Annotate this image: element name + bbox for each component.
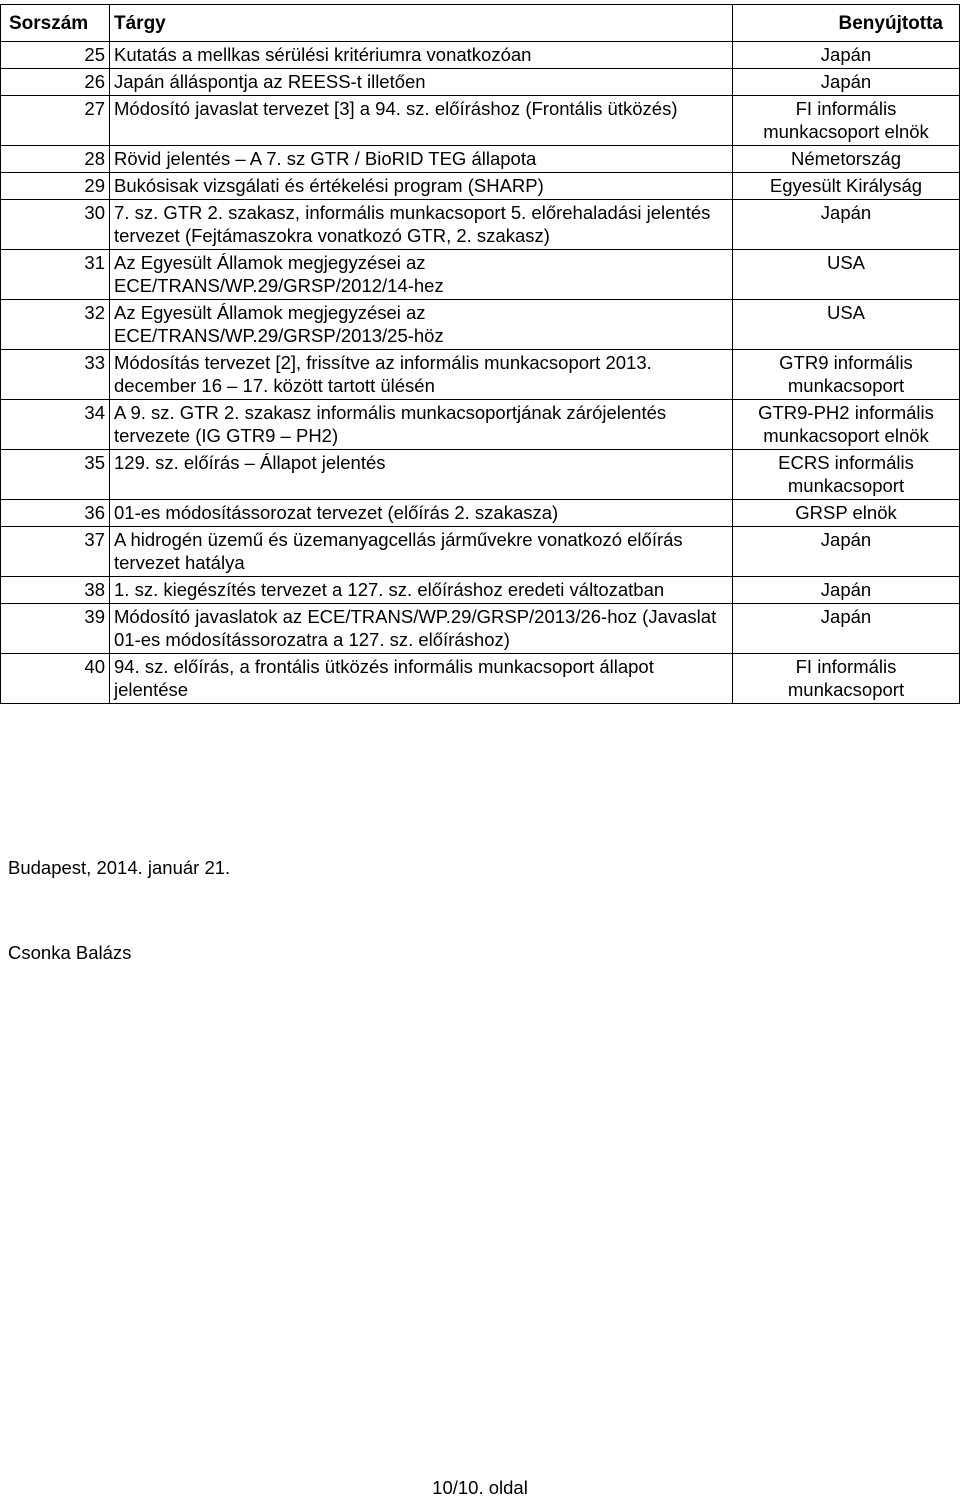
- row-number: 35: [1, 450, 110, 500]
- row-number: 28: [1, 146, 110, 173]
- table-row: [1, 300, 960, 350]
- row-submitted-by: FI informális munkacsoport elnök: [733, 96, 960, 146]
- row-subject: Módosító javaslat tervezet [3] a 94. sz. előíráshoz (Frontális ütközés): [110, 96, 733, 146]
- row-subject: Módosítás tervezet [2], frissítve az informális munkacsoport 2013. december 16 – 17. között tartott ülésén: [110, 350, 733, 400]
- row-subject: 01-es módosítássorozat tervezet (előírás 2. szakasza): [110, 500, 733, 527]
- table-row: [1, 654, 960, 704]
- row-number: 33: [1, 350, 110, 400]
- table-row: [1, 577, 960, 604]
- row-submitted-by: Egyesült Királyság: [733, 173, 960, 200]
- row-number: 30: [1, 200, 110, 250]
- table-row: [1, 604, 960, 654]
- row-subject: A 9. sz. GTR 2. szakasz informális munkacsoportjának zárójelentés tervezete (IG GTR9 – PH2): [110, 400, 733, 450]
- table-row: [1, 146, 960, 173]
- row-subject: 94. sz. előírás, a frontális ütközés informális munkacsoport állapot jelentése: [110, 654, 733, 704]
- row-submitted-by: FI informális munkacsoport: [733, 654, 960, 704]
- row-submitted-by: GRSP elnök: [733, 500, 960, 527]
- header-number: Sorszám: [1, 5, 110, 42]
- row-submitted-by: Németország: [733, 146, 960, 173]
- row-submitted-by: Japán: [733, 69, 960, 96]
- table-row: [1, 250, 960, 300]
- table-row: [1, 69, 960, 96]
- row-submitted-by: GTR9 informális munkacsoport: [733, 350, 960, 400]
- row-number: 31: [1, 250, 110, 300]
- row-subject: Módosító javaslatok az ECE/TRANS/WP.29/GRSP/2013/26-hoz (Javaslat 01-es módosítássorozatra a 127. sz. előíráshoz): [110, 604, 733, 654]
- table-row: [1, 173, 960, 200]
- row-number: 37: [1, 527, 110, 577]
- header-submitted-by: Benyújtotta: [733, 5, 960, 42]
- row-submitted-by: Japán: [733, 604, 960, 654]
- table-row: [1, 42, 960, 69]
- row-number: 25: [1, 42, 110, 69]
- place-date: Budapest, 2014. január 21.: [8, 857, 231, 878]
- table-row: [1, 527, 960, 577]
- row-number: 38: [1, 577, 110, 604]
- page-number: 10/10. oldal: [432, 1477, 528, 1498]
- table-row: [1, 400, 960, 450]
- row-submitted-by: Japán: [733, 200, 960, 250]
- submissions-table: [0, 4, 960, 704]
- row-number: 39: [1, 604, 110, 654]
- row-submitted-by: Japán: [733, 527, 960, 577]
- row-subject: Az Egyesült Államok megjegyzései az ECE/TRANS/WP.29/GRSP/2012/14-hez: [110, 250, 733, 300]
- table-row: [1, 500, 960, 527]
- row-number: 27: [1, 96, 110, 146]
- row-submitted-by: USA: [733, 250, 960, 300]
- table-header-row: [1, 5, 960, 42]
- table-row: [1, 96, 960, 146]
- row-subject: Japán álláspontja az REESS-t illetően: [110, 69, 733, 96]
- table-row: [1, 350, 960, 400]
- row-subject: 7. sz. GTR 2. szakasz, informális munkacsoport 5. előrehaladási jelentés tervezet (Fejtámaszokra vonatkozó GTR, 2. szakasz): [110, 200, 733, 250]
- row-number: 40: [1, 654, 110, 704]
- row-subject: Bukósisak vizsgálati és értékelési program (SHARP): [110, 173, 733, 200]
- row-number: 36: [1, 500, 110, 527]
- row-submitted-by: ECRS informális munkacsoport: [733, 450, 960, 500]
- row-submitted-by: GTR9-PH2 informális munkacsoport elnök: [733, 400, 960, 450]
- row-number: 34: [1, 400, 110, 450]
- table-row: [1, 450, 960, 500]
- row-subject: Az Egyesült Államok megjegyzései az ECE/TRANS/WP.29/GRSP/2013/25-höz: [110, 300, 733, 350]
- row-number: 26: [1, 69, 110, 96]
- row-submitted-by: Japán: [733, 577, 960, 604]
- row-subject: 129. sz. előírás – Állapot jelentés: [110, 450, 733, 500]
- row-number: 32: [1, 300, 110, 350]
- row-submitted-by: USA: [733, 300, 960, 350]
- signatory-name: Csonka Balázs: [8, 942, 132, 963]
- header-subject: Tárgy: [110, 5, 733, 42]
- row-subject: Kutatás a mellkas sérülési kritériumra vonatkozóan: [110, 42, 733, 69]
- row-subject: Rövid jelentés – A 7. sz GTR / BioRID TEG állapota: [110, 146, 733, 173]
- row-number: 29: [1, 173, 110, 200]
- row-subject: A hidrogén üzemű és üzemanyagcellás járművekre vonatkozó előírás tervezet hatálya: [110, 527, 733, 577]
- row-submitted-by: Japán: [733, 42, 960, 69]
- table-row: [1, 200, 960, 250]
- row-subject: 1. sz. kiegészítés tervezet a 127. sz. előíráshoz eredeti változatban: [110, 577, 733, 604]
